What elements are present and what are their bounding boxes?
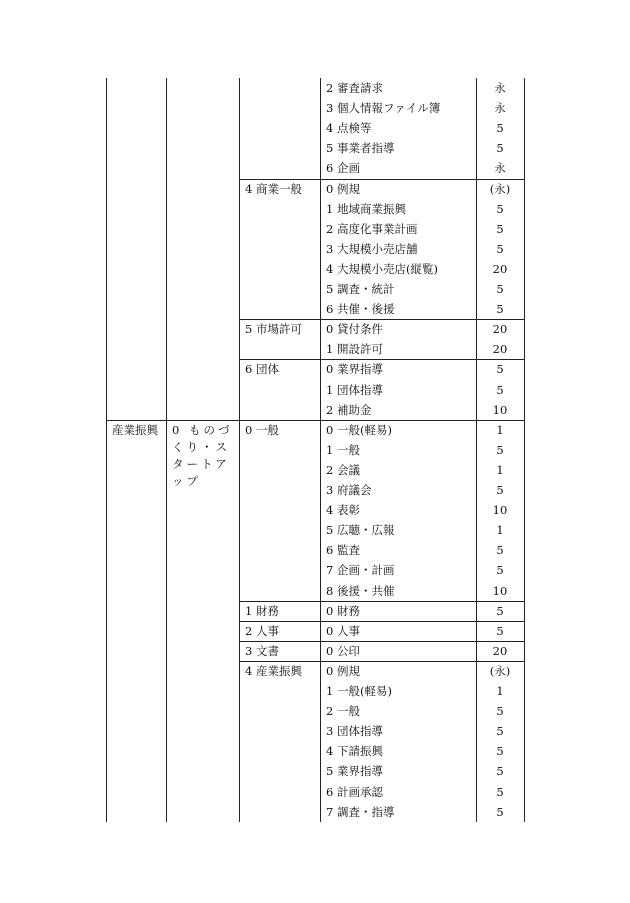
item-cell: 2 補助金 bbox=[326, 403, 372, 417]
division-cell: 5 市場許可 bbox=[245, 322, 302, 336]
item-cell: 0 一般(軽易) bbox=[326, 423, 392, 437]
division-cell: 4 商業一般 bbox=[245, 182, 302, 196]
table-column-border bbox=[524, 78, 525, 822]
retention-period-cell: 5 bbox=[496, 563, 504, 577]
retention-period-cell: 5 bbox=[496, 141, 504, 155]
retention-period-cell: 20 bbox=[492, 342, 508, 356]
retention-period-cell: 1 bbox=[496, 463, 504, 477]
retention-period-cell: (永) bbox=[489, 664, 511, 678]
retention-period-cell: 永 bbox=[494, 101, 506, 115]
item-cell: 3 団体指導 bbox=[326, 724, 383, 738]
item-cell: 0 貸付条件 bbox=[326, 322, 383, 336]
table-row-border bbox=[106, 420, 524, 421]
retention-period-cell: 10 bbox=[492, 403, 508, 417]
item-cell: 2 一般 bbox=[326, 704, 360, 718]
table-column-border bbox=[106, 78, 107, 822]
retention-period-cell: 5 bbox=[496, 443, 504, 457]
item-cell: 5 調査・統計 bbox=[326, 282, 395, 296]
item-cell: 6 共催・後援 bbox=[326, 302, 395, 316]
retention-period-cell: 5 bbox=[496, 282, 504, 296]
item-cell: 2 審査請求 bbox=[326, 81, 383, 95]
item-cell: 4 下請振興 bbox=[326, 744, 383, 758]
item-cell: 5 業界指導 bbox=[326, 764, 383, 778]
retention-period-cell: 5 bbox=[496, 222, 504, 236]
retention-period-cell: 1 bbox=[496, 684, 504, 698]
item-cell: 0 公印 bbox=[326, 644, 360, 658]
category-cell: 産業振興 bbox=[112, 423, 158, 437]
division-cell: 0 一般 bbox=[245, 423, 279, 437]
retention-period-cell: 5 bbox=[496, 242, 504, 256]
retention-period-cell: 5 bbox=[496, 744, 504, 758]
retention-period-cell: 5 bbox=[496, 483, 504, 497]
item-cell: 0 業界指導 bbox=[326, 362, 383, 376]
item-cell: 6 企画 bbox=[326, 161, 360, 175]
item-cell: 8 後援・共催 bbox=[326, 584, 395, 598]
table-column-border bbox=[166, 78, 167, 822]
retention-period-cell: 5 bbox=[496, 302, 504, 316]
retention-period-cell: 5 bbox=[496, 704, 504, 718]
division-cell: 3 文書 bbox=[245, 644, 279, 658]
item-cell: 1 一般 bbox=[326, 443, 360, 457]
division-cell: 4 産業振興 bbox=[245, 664, 302, 678]
item-cell: 3 個人情報ファイル簿 bbox=[326, 101, 441, 115]
item-cell: 4 点検等 bbox=[326, 121, 372, 135]
item-cell: 0 人事 bbox=[326, 624, 360, 638]
item-cell: 7 調査・指導 bbox=[326, 805, 395, 819]
retention-period-cell: 5 bbox=[496, 805, 504, 819]
item-cell: 4 大規模小売店(縦覧) bbox=[326, 262, 438, 276]
item-cell: 4 表彰 bbox=[326, 503, 360, 517]
retention-period-cell: 5 bbox=[496, 785, 504, 799]
item-cell: 2 高度化事業計画 bbox=[326, 222, 418, 236]
item-cell: 3 府議会 bbox=[326, 483, 372, 497]
table-column-border bbox=[320, 78, 321, 822]
retention-period-cell: 10 bbox=[492, 503, 508, 517]
item-cell: 1 一般(軽易) bbox=[326, 684, 392, 698]
division-cell: 1 財務 bbox=[245, 604, 279, 618]
retention-period-cell: 5 bbox=[496, 202, 504, 216]
division-cell: 2 人事 bbox=[245, 624, 279, 638]
retention-period-cell: (永) bbox=[489, 182, 511, 196]
item-cell: 1 地域商業振興 bbox=[326, 202, 406, 216]
subcategory-cell: 0 ものづくり・スタートアップ bbox=[172, 423, 233, 488]
table-column-border bbox=[239, 78, 240, 822]
item-cell: 1 開設許可 bbox=[326, 342, 383, 356]
item-cell: 6 計画承認 bbox=[326, 785, 383, 799]
item-cell: 5 事業者指導 bbox=[326, 141, 395, 155]
retention-period-cell: 5 bbox=[496, 362, 504, 376]
item-cell: 3 大規模小売店舗 bbox=[326, 242, 418, 256]
item-cell: 5 広聴・広報 bbox=[326, 523, 395, 537]
retention-period-cell: 5 bbox=[496, 121, 504, 135]
item-cell: 6 監査 bbox=[326, 543, 360, 557]
retention-period-cell: 20 bbox=[492, 322, 508, 336]
item-cell: 2 会議 bbox=[326, 463, 360, 477]
retention-period-cell: 5 bbox=[496, 543, 504, 557]
item-cell: 0 財務 bbox=[326, 604, 360, 618]
item-cell: 7 企画・計画 bbox=[326, 563, 395, 577]
item-cell: 0 例規 bbox=[326, 182, 360, 196]
retention-period-cell: 1 bbox=[496, 423, 504, 437]
retention-period-cell: 20 bbox=[492, 262, 508, 276]
item-cell: 0 例規 bbox=[326, 664, 360, 678]
retention-period-cell: 5 bbox=[496, 604, 504, 618]
retention-period-cell: 5 bbox=[496, 724, 504, 738]
item-cell: 1 団体指導 bbox=[326, 383, 383, 397]
retention-period-cell: 10 bbox=[492, 584, 508, 598]
retention-period-cell: 永 bbox=[494, 81, 506, 95]
retention-period-cell: 20 bbox=[492, 644, 508, 658]
retention-period-cell: 5 bbox=[496, 624, 504, 638]
retention-period-cell: 5 bbox=[496, 764, 504, 778]
retention-period-cell: 5 bbox=[496, 383, 504, 397]
retention-period-cell: 1 bbox=[496, 523, 504, 537]
table-column-border bbox=[476, 78, 477, 822]
retention-period-cell: 永 bbox=[494, 161, 506, 175]
division-cell: 6 団体 bbox=[245, 362, 279, 376]
